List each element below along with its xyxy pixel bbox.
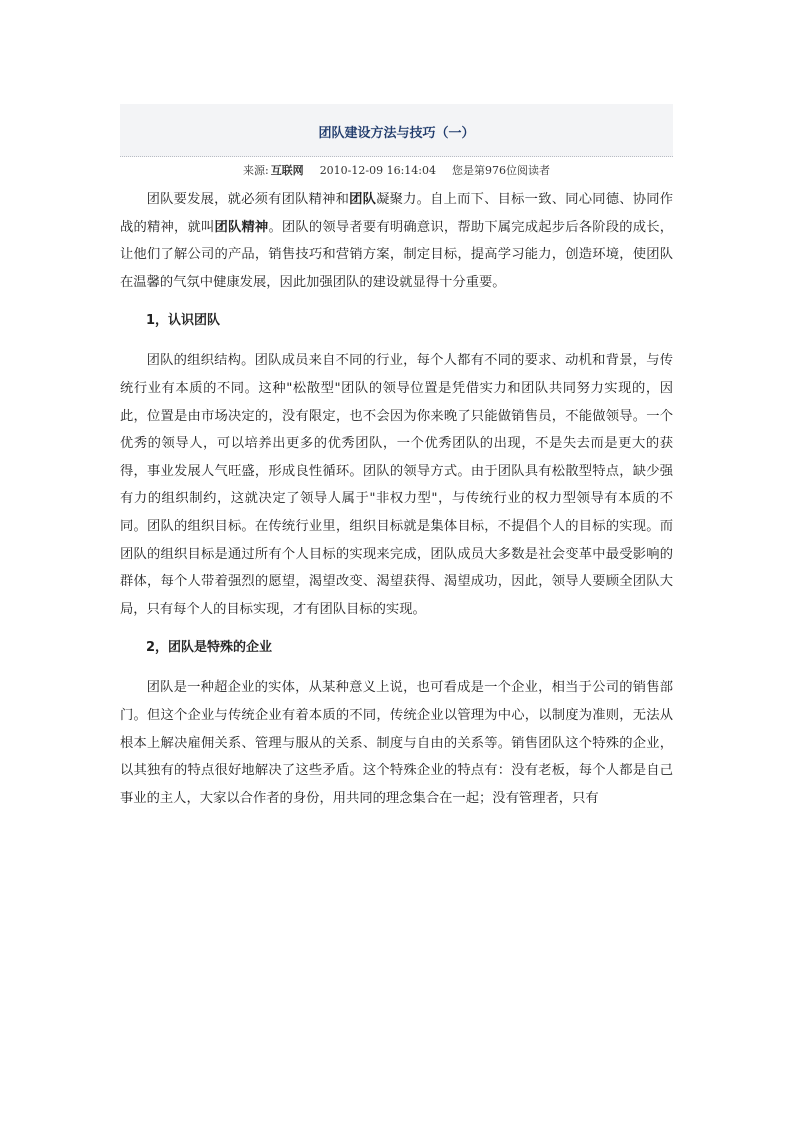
keyword-team: 团队 bbox=[349, 192, 377, 207]
section-heading: 2，团队是特殊的企业 bbox=[146, 640, 273, 656]
reader-count: 您是第976位阅读者 bbox=[452, 164, 551, 177]
section-heading: 1，认识团队 bbox=[146, 313, 221, 329]
publish-datetime: 2010-12-09 16:14:04 bbox=[319, 164, 437, 177]
article bbox=[120, 104, 673, 812]
keyword-team-spirit: 团队精神 bbox=[214, 219, 269, 235]
source-value: 互联网 bbox=[270, 164, 304, 177]
article-meta bbox=[120, 162, 673, 180]
article-title: 团队建设方法与技巧（一） bbox=[318, 126, 475, 141]
article-body bbox=[120, 186, 673, 812]
section-paragraph: 团队是一种超企业的实体，从某种意义上说，也可看成是一个企业，相当于公司的销售部门。但这个企业与传统企业有着本质的不同，传统企业以管理为中心，以制度为准则，无法从根本上解决雇佣关系、管理与服从的关系、制度与自由的关系等。销售团队这个特殊的企业，以其独有的特点很好地解决了这些矛盾。这个特殊企业的特点有：没有老板，每个人都是自己事业的主人，大家以合作者的身份，用共同的理念集合在一起；没有管理者，只有 bbox=[120, 680, 673, 806]
article-header bbox=[120, 104, 673, 157]
section-paragraph: 团队的组织结构。团队成员来自不同的行业，每个人都有不同的要求、动机和背景，与传统行业有本质的不同。这种"松散型"团队的领导位置是凭借实力和团队共同努力实现的，因此，位置是由市场决定的，没有限定，也不会因为你来晚了只能做销售员，不能做领导。一个优秀的领导人，可以培养出更多的优秀团队，一个优秀团队的出现，不是失去而是更大的获得，事业发展人气旺盛，形成良性循环。团队的领导方式。由于团队具有松散型特点，缺少强有力的组织制约，这就决定了领导人属于"非权力型"，与传统行业的权力型领导有本质的不同。团队的组织目标。在传统行业里，组织目标就是集体目标，不提倡个人的目标的实现。而团队的组织目标是通过所有个人目标的实现来完成，团队成员大多数是社会变革中最受影响的群体，每个人带着强烈的愿望，渴望改变、渴望获得、渴望成功，因此，领导人要顾全团队大局，只有每个人的目标实现，才有团队目标的实现。 bbox=[120, 353, 673, 617]
source-label: 来源: bbox=[242, 164, 269, 177]
intro-paragraph: 团队要发展，就必须有团队精神和团队凝聚力。自上而下、目标一致、同心同德、协同作战的精神，就叫团队精神。团队的领导者要有明确意识，帮助下属完成起步后各阶段的成长，让他们了解公司的产品，销售技巧和营销方案，制定目标，提高学习能力，创造环境，使团队在温馨的气氛中健康发展，因此加强团队的建设就显得十分重要。 bbox=[120, 192, 674, 290]
